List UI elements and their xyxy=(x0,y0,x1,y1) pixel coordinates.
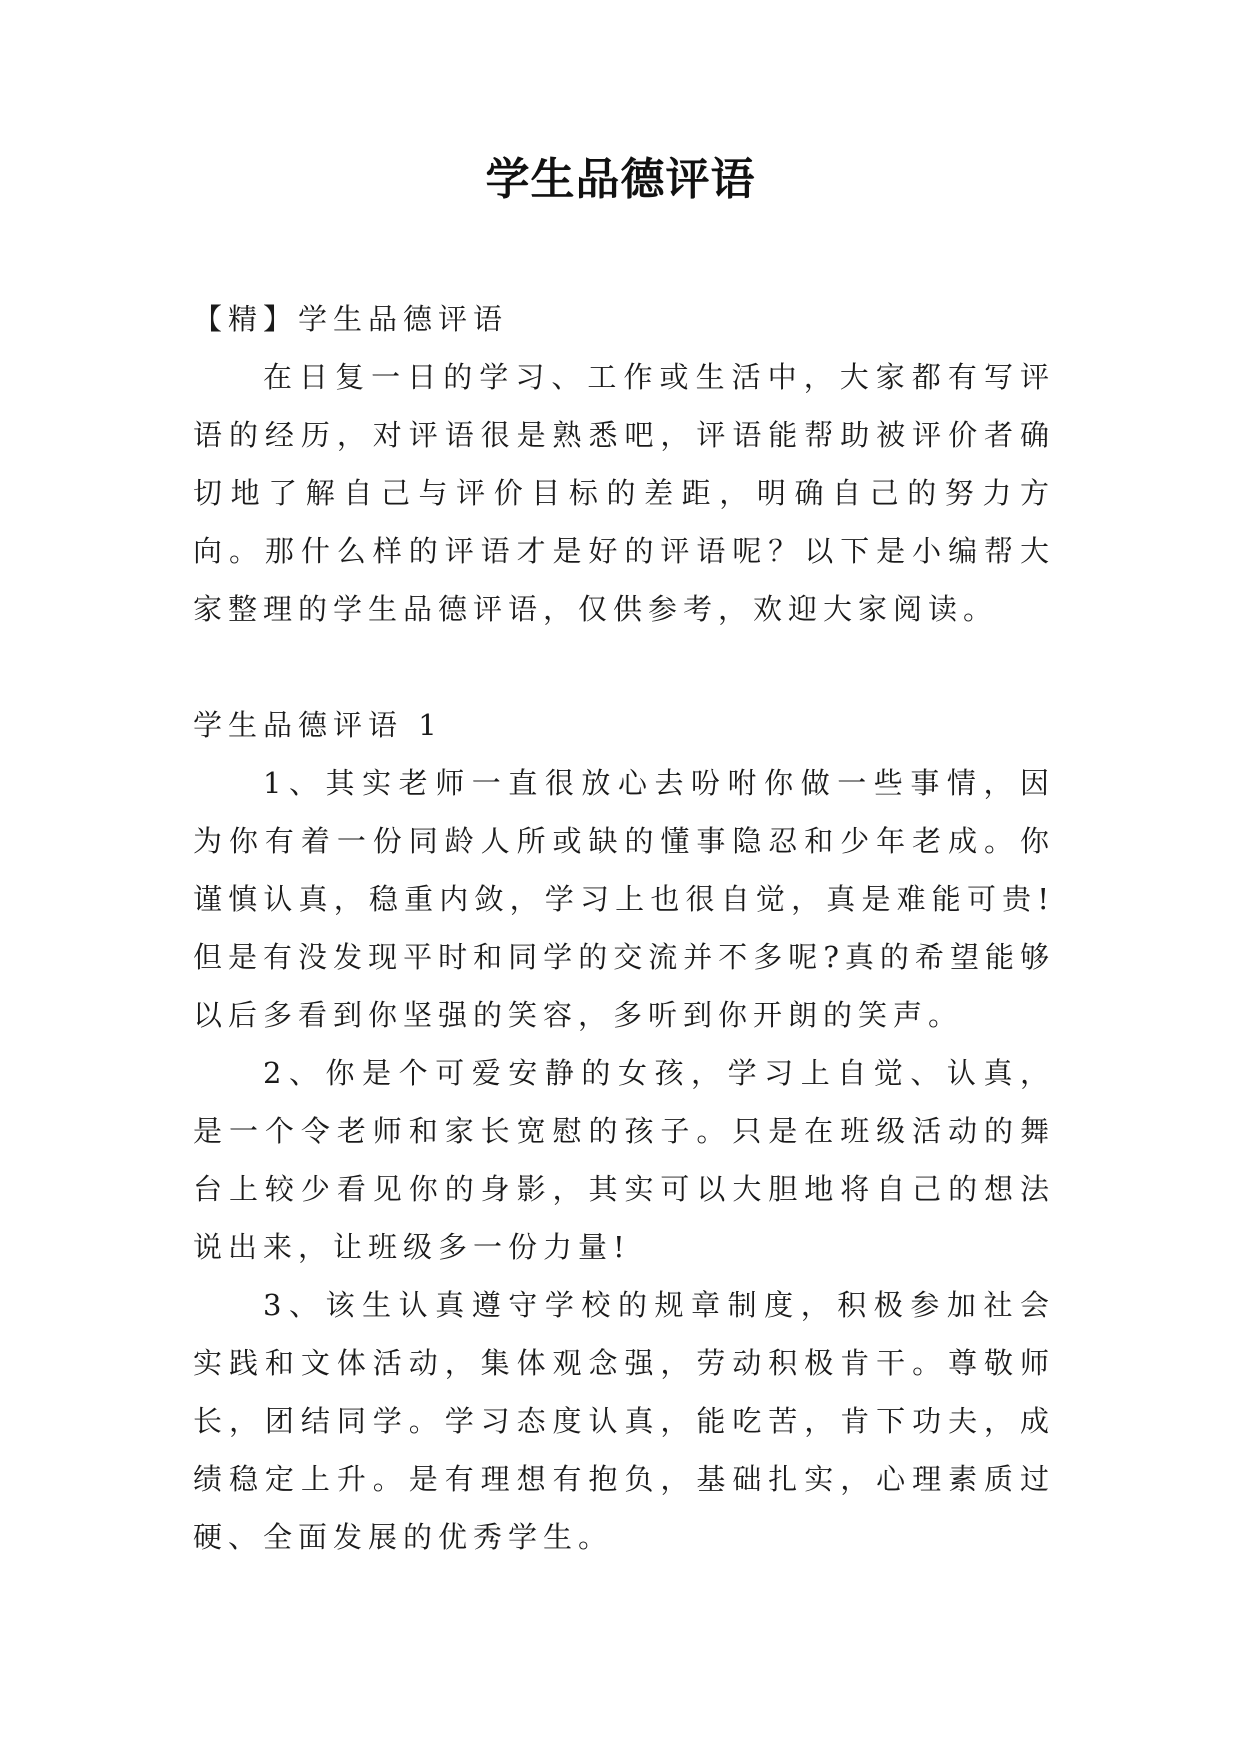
intro-paragraph: 在日复一日的学习、工作或生活中，大家都有写评语的经历，对评语很是熟悉吧，评语能帮助被评价者确切地了解自己与评价目标的差距，明确自己的努力方向。那什么样的评语才是好的评语呢？以下是小编帮大家整理的学生品德评语，仅供参考，欢迎大家阅读。 xyxy=(193,360,1055,626)
section-heading: 学生品德评语 1 xyxy=(193,708,443,742)
comment-item-3: 3、该生认真遵守学校的规章制度，积极参加社会实践和文体活动，集体观念强，劳动积极肯干。尊敬师长，团结同学。学习态度认真，能吃苦，肯下功夫，成绩稳定上升。是有理想有抱负，基础扎实，心理素质过硬、全面发展的优秀学生。 xyxy=(193,1288,1055,1554)
document-title: 学生品德评语 xyxy=(485,154,756,205)
subtitle: 【精】学生品德评语 xyxy=(193,302,509,336)
paragraph-spacer xyxy=(193,638,1055,696)
comment-item-2: 2、你是个可爱安静的女孩，学习上自觉、认真，是一个令老师和家长宽慰的孩子。只是在班级活动的舞台上较少看见你的身影，其实可以大胆地将自己的想法说出来，让班级多一份力量! xyxy=(193,1056,1055,1264)
comment-item-1: 1、其实老师一直很放心去吩咐你做一些事情，因为你有着一份同龄人所或缺的懂事隐忍和少年老成。你谨慎认真，稳重内敛，学习上也很自觉，真是难能可贵!但是有没发现平时和同学的交流并不多呢?真的希望能够以后多看到你坚强的笑容，多听到你开朗的笑声。 xyxy=(193,766,1055,1032)
document-body xyxy=(193,290,1055,1566)
